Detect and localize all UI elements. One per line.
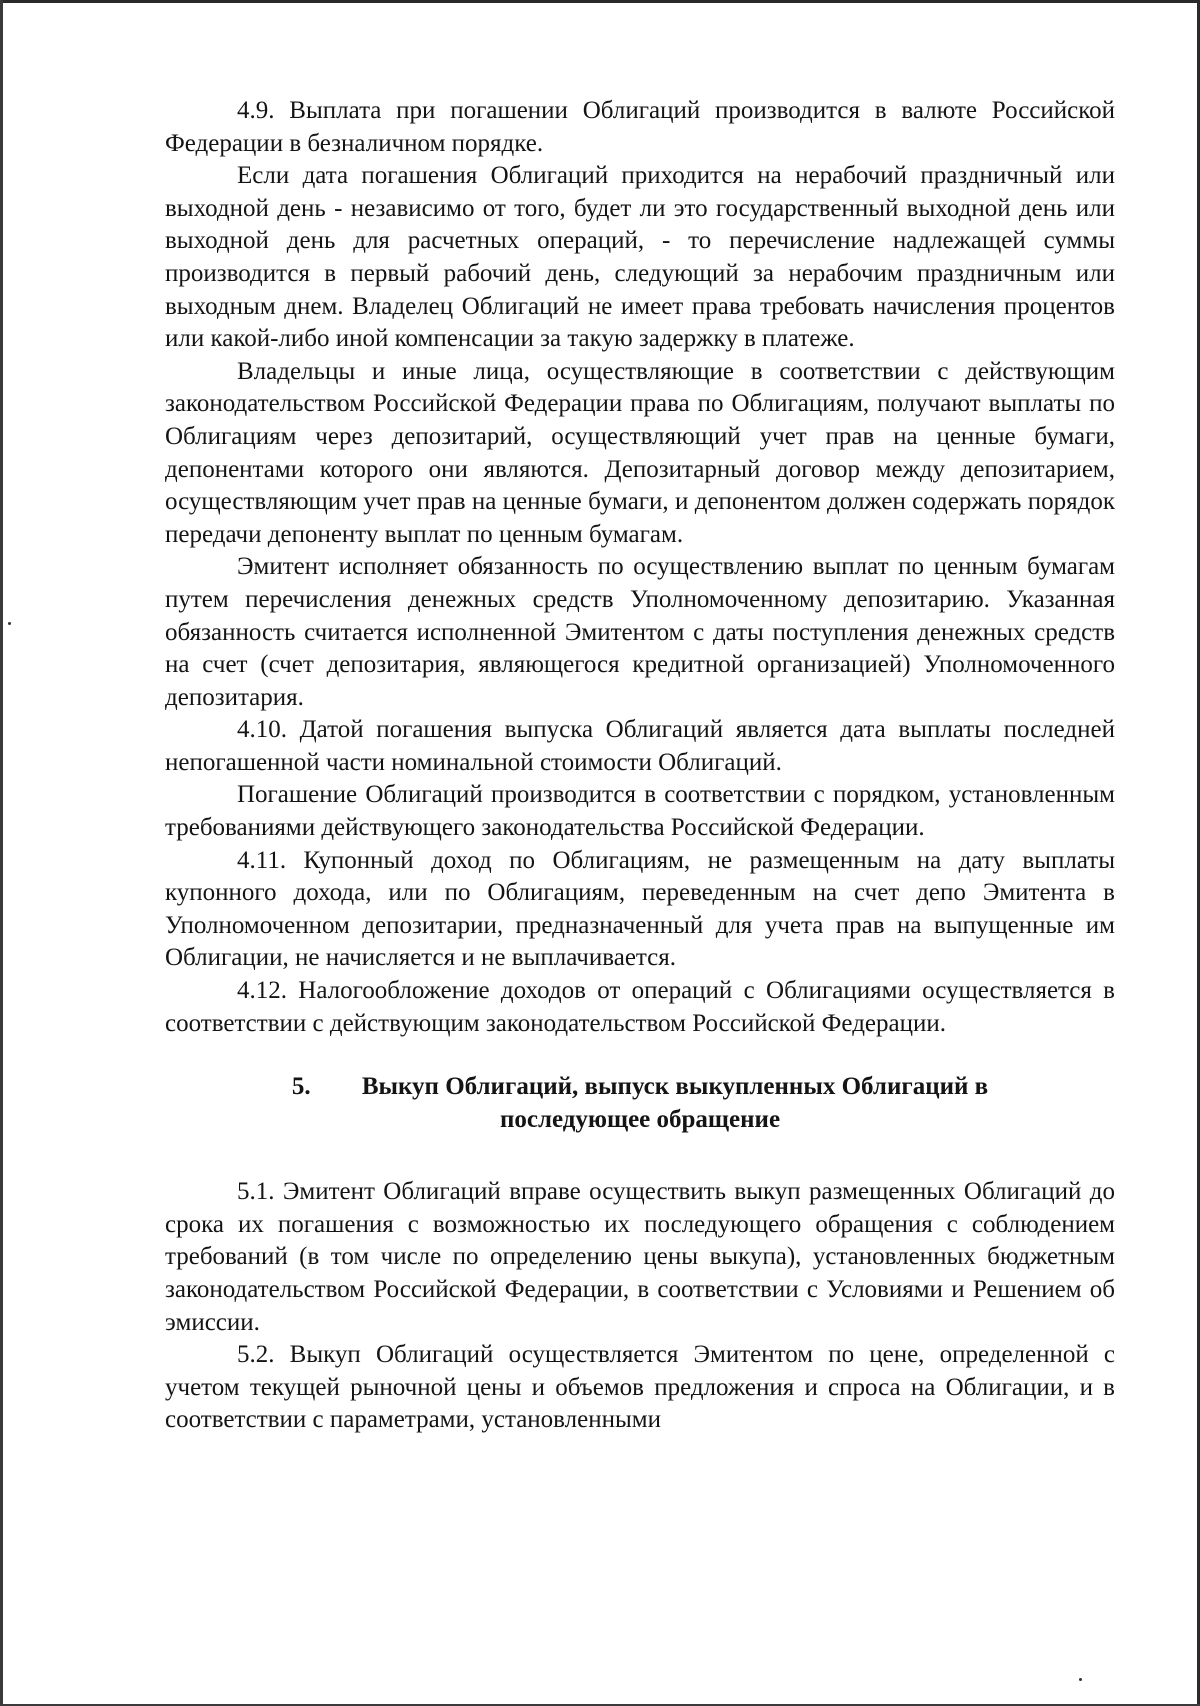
- scan-top-edge: [0, 0, 1200, 3]
- paragraph-4-10-redemption: Погашение Облигаций производится в соответствии с порядком, установленным требованиями действующего законодательства Российской Федерации.: [165, 781, 1115, 842]
- paragraph-4-10: 4.10. Датой погашения выпуска Облигаций является дата выплаты последней непогашенной части номинальной стоимости Облигаций.: [165, 716, 1115, 776]
- paragraph-5-2: 5.2. Выкуп Облигаций осуществляется Эмитентом по цене, определенной с учетом текущей рыночной цены и объемов предложения и спроса на Облигации, и в соответствии с параметрами, установленными: [165, 1341, 1115, 1434]
- scan-speck: [8, 622, 11, 625]
- paragraph-4-9-nonworking-day: Если дата погашения Облигаций приходится на нерабочий праздничный или выходной день - независимо от того, будет ли это государственный выходной день или выходной день для расчетных операций, - то перечисление надлежащей суммы производится в первый рабочий день, следующий за нерабочим праздничным или выходным днем. Владелец Облигаций не имеет права требовать начисления процентов или какой-либо иной компенсации за такую задержку в платеже.: [165, 162, 1115, 353]
- paragraph-5-1: 5.1. Эмитент Облигаций вправе осуществить выкуп размещенных Облигаций до срока их погашения с возможностью их последующего обращения с соблюдением требований (в том числе по определению цены выкупа), установленных бюджетным законодательством Российской Федерации, в соответствии с Условиями и Решением об эмиссии.: [165, 1178, 1115, 1336]
- section-title-line-1: Выкуп Облигаций, выпуск выкупленных Облигаций в: [361, 1073, 989, 1101]
- section-5-heading: [165, 1070, 1115, 1136]
- paragraph-4-9: 4.9. Выплата при погашении Облигаций производится в валюте Российской Федерации в безналичном порядке.: [165, 97, 1115, 157]
- paragraph-4-12: 4.12. Налогообложение доходов от операций с Облигациями осуществляется в соответствии с действующим законодательством Российской Федерации.: [165, 977, 1115, 1037]
- paragraph-4-11: 4.11. Купонный доход по Облигациям, не размещенным на дату выплаты купонного дохода, или по Облигациям, переведенным на счет депо Эмитента в Уполномоченном депозитарии, предназначенный для учета прав на выпущенные им Облигации, не начисляется и не выплачивается.: [165, 846, 1115, 972]
- paragraph-4-9-issuer-duty: Эмитент исполняет обязанность по осуществлению выплат по ценным бумагам путем перечисления денежных средств Уполномоченному депозитарию. Указанная обязанность считается исполненной Эмитентом с даты поступления денежных средств на счет (счет депозитария, являющегося кредитной организацией) Уполномоченного депозитария.: [165, 553, 1115, 711]
- section-title-line-2: последующее обращение: [499, 1106, 781, 1134]
- scan-left-edge: [0, 0, 3, 1706]
- paragraph-4-9-holders: Владельцы и иные лица, осуществляющие в соответствии с действующим законодательством Российской Федерации права по Облигациям, получают выплаты по Облигациям через депозитарий, осуществляющий учет прав на ценные бумаги, депонентами которого они являются. Депозитарный договор между депозитарием, осуществляющим учет прав на ценные бумаги, и депонентом должен содержать порядок передачи депоненту выплат по ценным бумагам.: [165, 357, 1115, 548]
- document-body: [165, 95, 1115, 1437]
- section-5-heading-line-1: [165, 1070, 1115, 1103]
- scan-speck: [1079, 1678, 1082, 1681]
- section-number: 5.: [291, 1073, 311, 1101]
